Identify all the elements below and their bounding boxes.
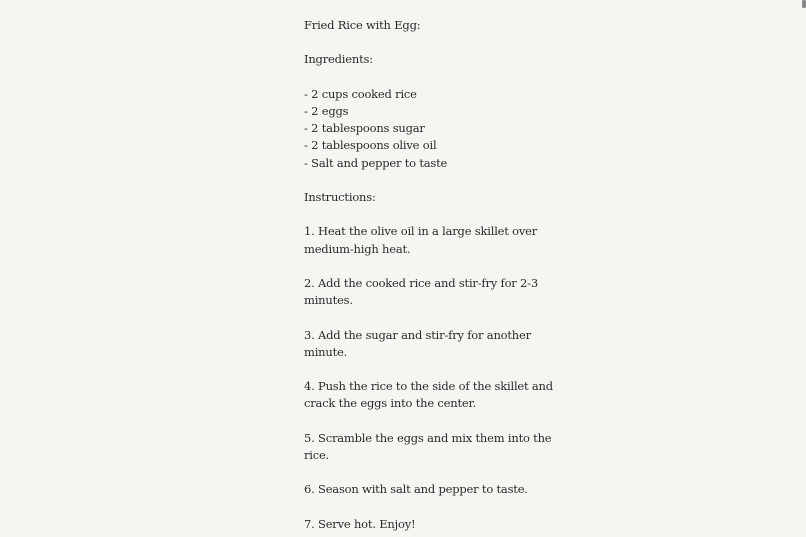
- instruction-step: 1. Heat the olive oil in a large skillet over medium-high heat.: [304, 224, 538, 256]
- recipe-content: [304, 17, 564, 537]
- instructions-list: [304, 223, 564, 533]
- instruction-step: 5. Scramble the eggs and mix them into the rice.: [304, 430, 552, 462]
- instruction-step: 7. Serve hot. Enjoy!: [304, 516, 416, 531]
- instruction-step: 2. Add the cooked rice and stir-fry for 2-3 minutes.: [304, 275, 538, 308]
- ingredients-list: [304, 86, 564, 172]
- ingredient-item: - 2 eggs: [304, 103, 349, 118]
- instruction-step: 3. Add the sugar and stir-fry for another minute.: [304, 327, 531, 359]
- vertical-scrollbar-thumb[interactable]: [802, 0, 806, 8]
- recipe-title: Fried Rice with Egg:: [304, 18, 421, 32]
- ingredient-item: - 2 tablespoons olive oil: [304, 138, 437, 153]
- instruction-step: 4. Push the rice to the side of the skillet and crack the eggs into the center.: [304, 379, 553, 411]
- instructions-heading: Instructions:: [304, 189, 376, 204]
- ingredient-item: - Salt and pepper to taste: [304, 155, 448, 170]
- ingredients-heading: Ingredients:: [304, 52, 373, 67]
- instruction-step: 6. Season with salt and pepper to taste.: [304, 482, 528, 497]
- ingredient-item: - 2 tablespoons sugar: [304, 121, 425, 136]
- ingredient-item: - 2 cups cooked rice: [304, 86, 417, 101]
